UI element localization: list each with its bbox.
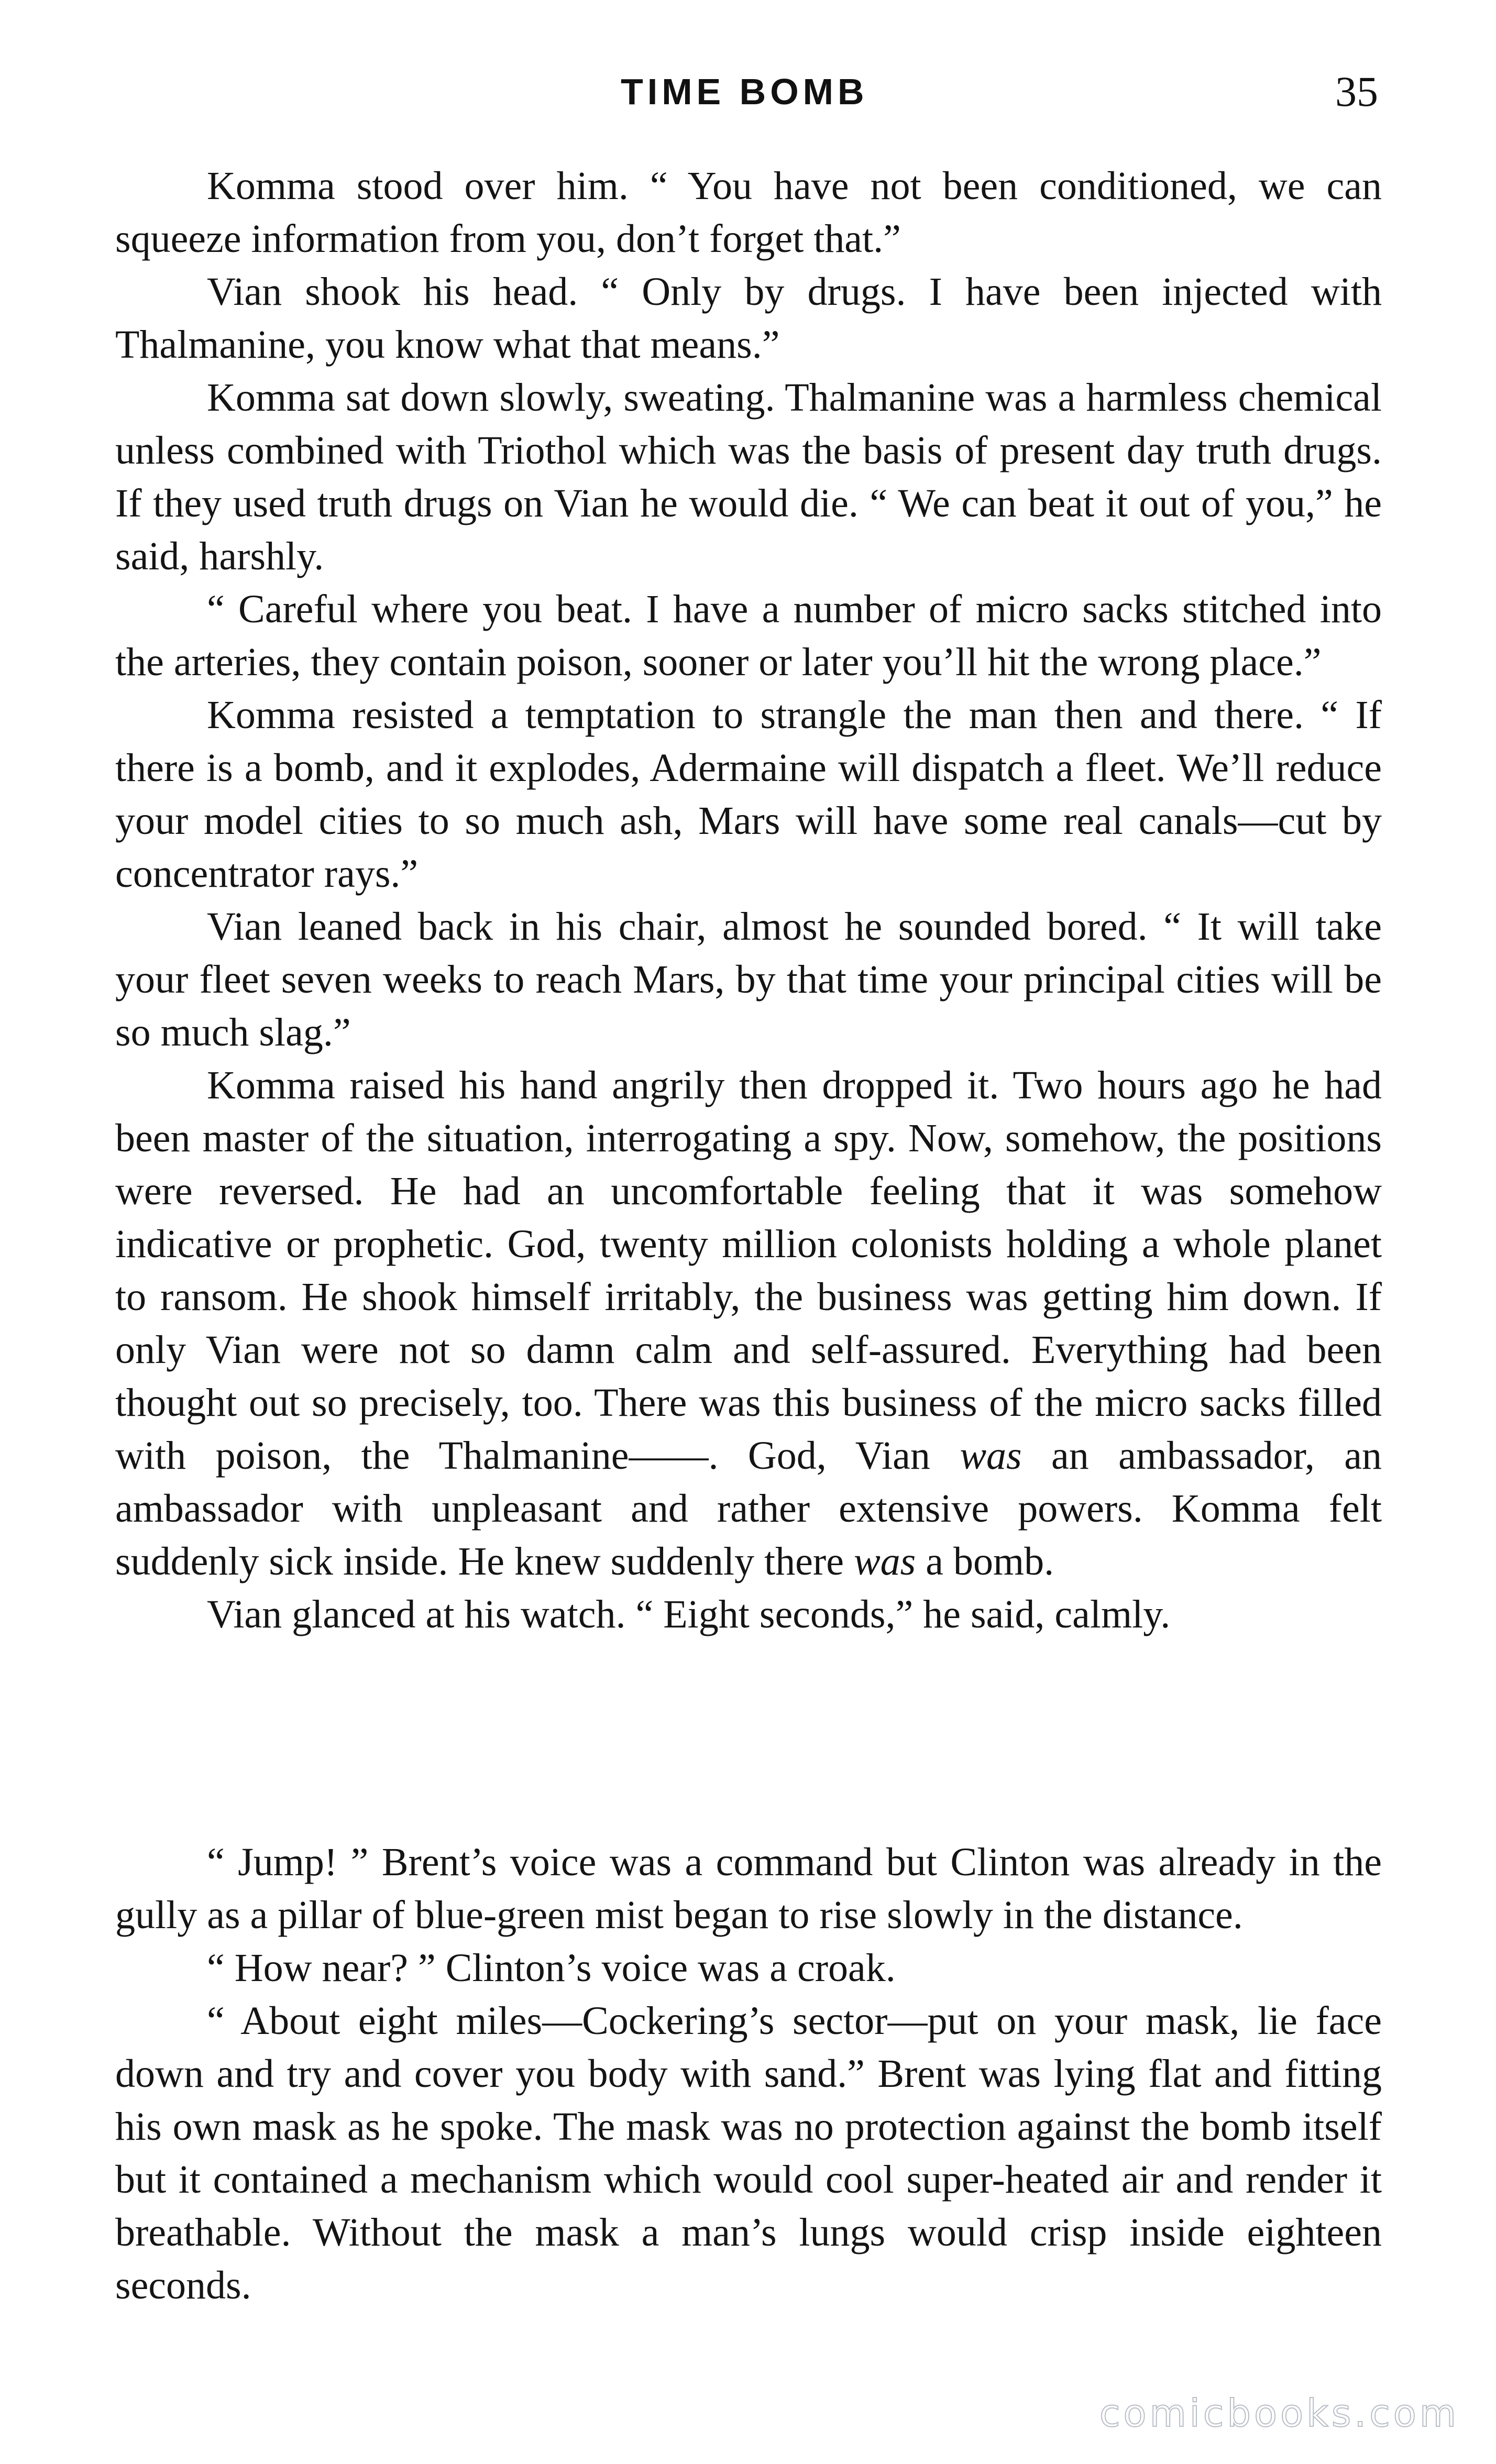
italic-text-run: was [853, 1539, 916, 1583]
paragraph [115, 1995, 1382, 2312]
paragraph [115, 1942, 1382, 1995]
text-section-2 [115, 1836, 1382, 2312]
italic-text-run: was [960, 1434, 1022, 1478]
text-run: Vian shook his head. “ Only by drugs. I have been injected with Thalmanine, you know what that means.” [115, 270, 1382, 367]
text-run: Komma resisted a temptation to strangle the man then and there. “ If there is a bomb, and it explodes, Adermaine will dispatch a fleet. We’ll reduce your model cities to so much ash, Mars will have some real canals—cut by concentrator rays.” [115, 693, 1382, 896]
text-section-1 [115, 160, 1382, 1641]
paragraph [115, 371, 1382, 583]
paragraph [115, 583, 1382, 689]
text-run: Komma sat down slowly, sweating. Thalmanine was a harmless chemical unless combined with Triothol which was the basis of present day truth drugs. If they used truth drugs on Vian he would die. “ We can beat it out of you,” he said, harshly. [115, 376, 1382, 578]
paragraph [115, 1059, 1382, 1588]
paragraph [115, 1588, 1382, 1641]
running-head [0, 63, 1496, 120]
text-run: a bomb. [916, 1539, 1054, 1583]
text-run: “ About eight miles—Cockering’s sector—put on your mask, lie face down and try and cover you body with sand.” Brent was lying flat and fitting his own mask as he spoke. The mask was no protection against the bomb itself but it contained a mechanism which would cool super-heated air and render it breathable. Without the mask a man’s lungs would crisp inside eighteen seconds. [115, 1999, 1382, 2307]
text-run: Vian glanced at his watch. “ Eight seconds,” he said, calmly. [207, 1592, 1171, 1636]
page-number: 35 [1335, 68, 1378, 115]
text-run: Vian leaned back in his chair, almost he sounded bored. “ It will take your fleet seven weeks to reach Mars, by that time your principal cities will be so much slag.” [115, 905, 1382, 1054]
running-title: TIME BOMB [621, 71, 868, 112]
site-watermark: comicbooks.com [1099, 2391, 1459, 2435]
text-run: “ Careful where you beat. I have a number of micro sacks stitched into the arteries, they contain poison, sooner or later you’ll hit the wrong place.” [115, 587, 1382, 684]
text-run: “ Jump! ” Brent’s voice was a command but Clinton was already in the gully as a pillar of blue-green mist began to rise slowly in the distance. [115, 1840, 1382, 1937]
paragraph [115, 266, 1382, 371]
text-run: an ambassador, an ambassador with unpleasant and rather extensive powers. Komma felt suddenly sick inside. He knew suddenly there [115, 1434, 1382, 1583]
text-run: Komma raised his hand angrily then dropped it. Two hours ago he had been master of the situation, interrogating a spy. Now, somehow, the positions were reversed. He had an uncomfortable feeling that it was somehow indicative or prophetic. God, twenty million colonists holding a whole planet to ransom. He shook himself irritably, the business was getting him down. If only Vian were not so damn calm and self-assured. Everything had been thought out so precisely, too. There was this business of the micro sacks filled with poison, the Thalmanine——. God, Vian [115, 1063, 1382, 1478]
paragraph [115, 900, 1382, 1059]
paragraph [115, 689, 1382, 900]
text-run: Komma stood over him. “ You have not been conditioned, we can squeeze information from you, don’t forget that.” [115, 164, 1382, 261]
text-run: “ How near? ” Clinton’s voice was a croak. [207, 1946, 896, 1990]
paragraph [115, 160, 1382, 266]
paragraph [115, 1836, 1382, 1942]
